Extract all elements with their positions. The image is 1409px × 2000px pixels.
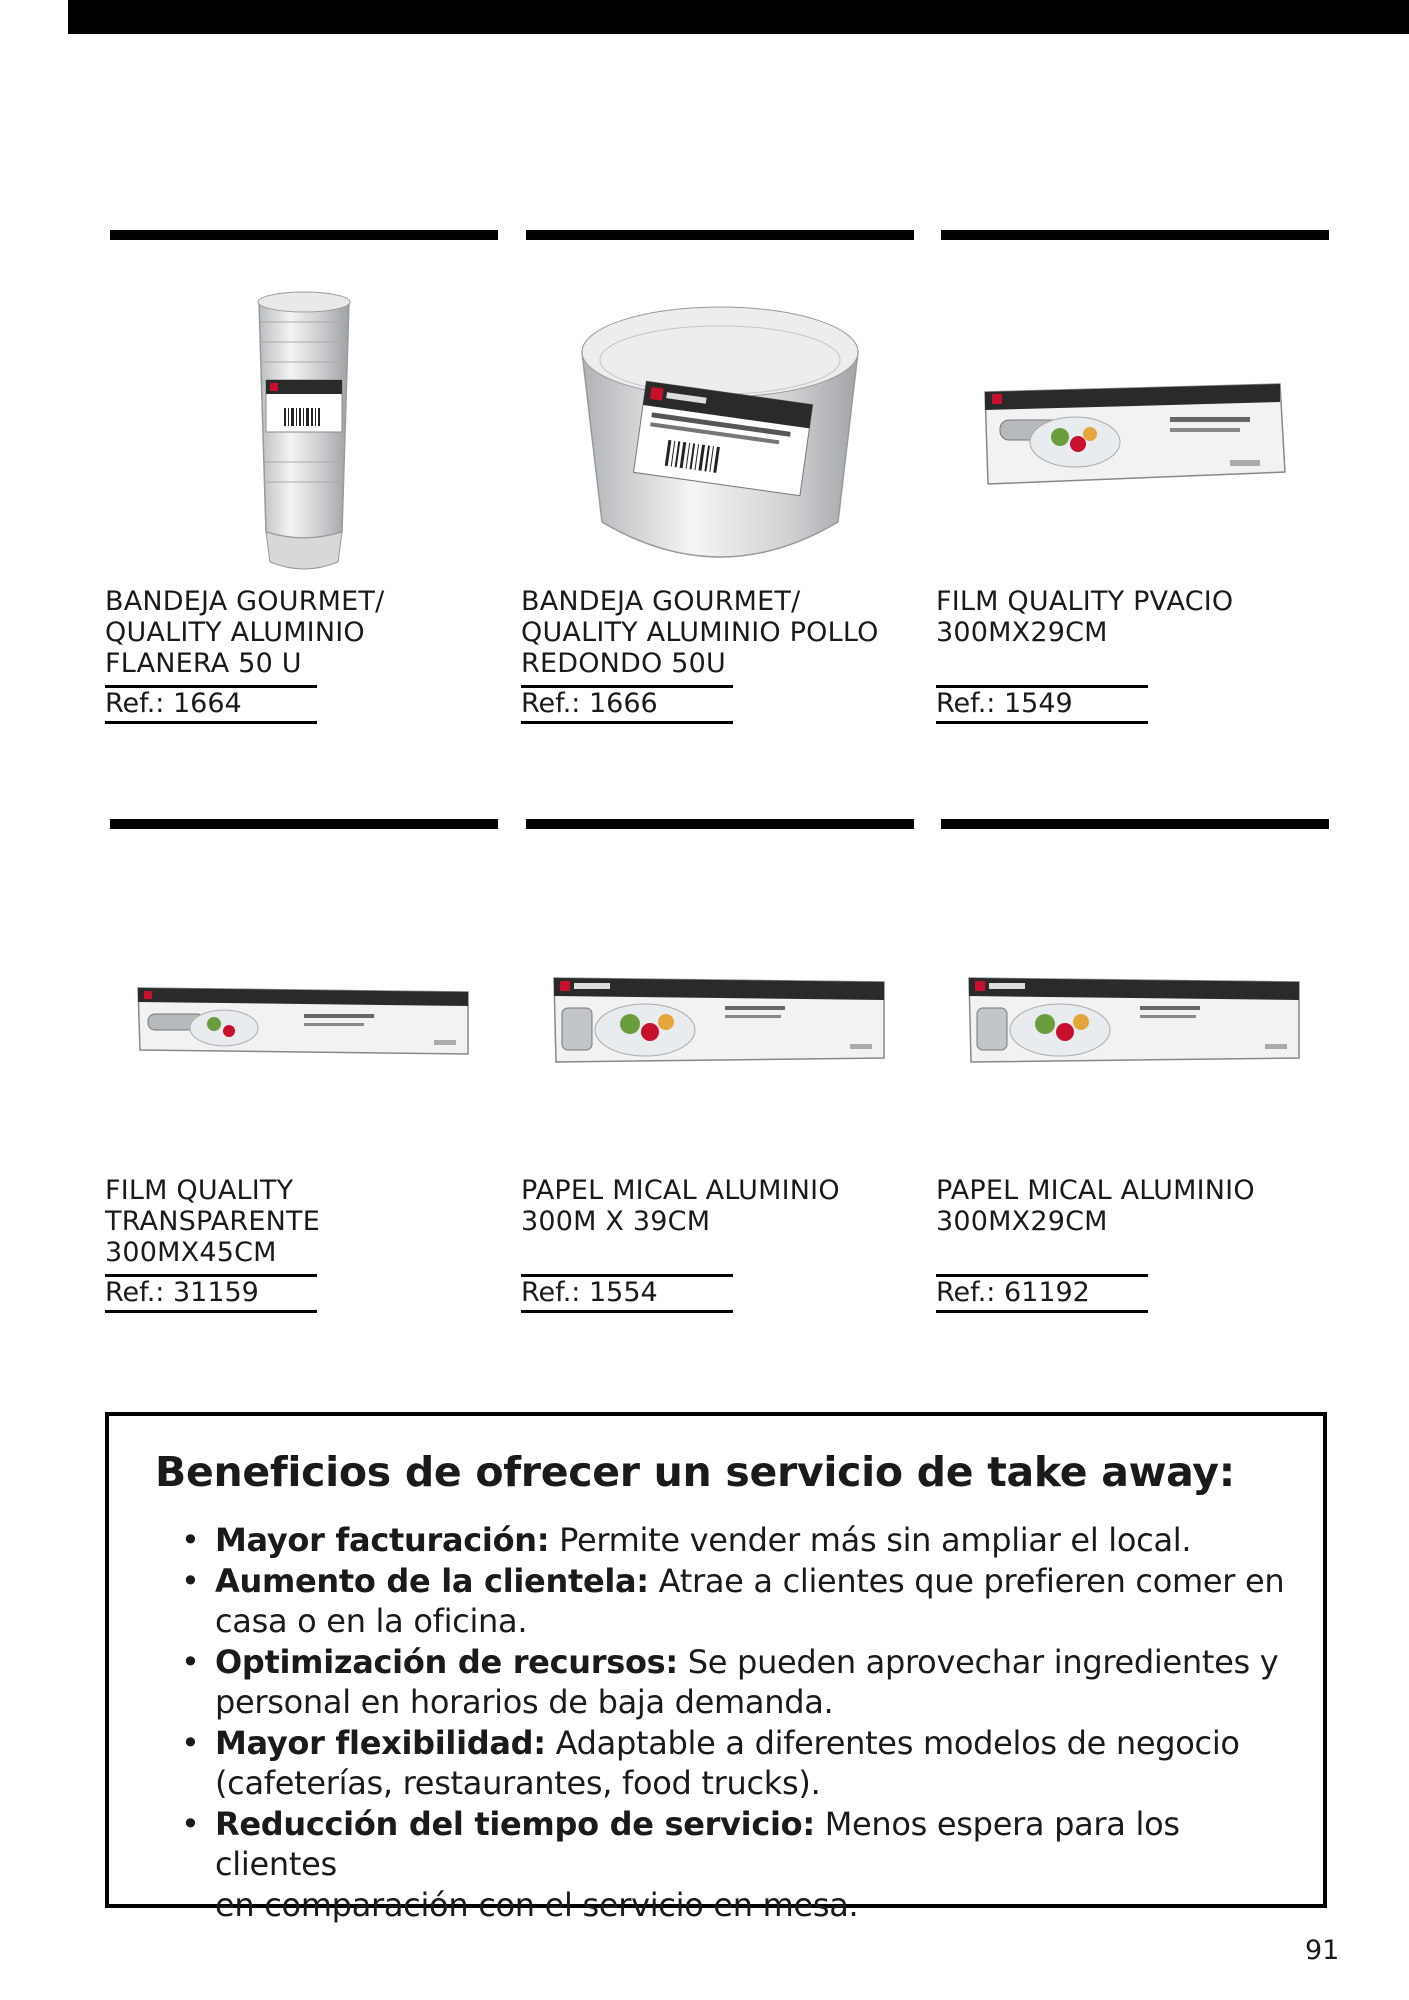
bullet-icon: • [181,1561,200,1600]
benefit-item [181,1520,1305,1561]
product-name [936,1175,1324,1237]
bullet-icon: • [181,1804,200,1843]
benefit-text: (cafeterías, restaurantes, food trucks). [215,1764,821,1802]
product-name-line: BANDEJA GOURMET/ [105,586,385,617]
product-image [110,252,498,612]
benefit-heading: Reducción del tiempo de servicio: [215,1804,815,1843]
product-ref: Ref.: 61192 [936,1277,1090,1308]
top-bar [68,0,1409,34]
round-aluminium-trays-icon [570,282,870,582]
bullet-icon: • [181,1723,200,1762]
page-number: 91 [1305,1935,1340,1966]
product-image [526,252,914,612]
product-name-line: 300MX29CM [936,1206,1108,1237]
product-name [105,586,493,679]
benefit-heading: Mayor flexibilidad: [215,1723,546,1762]
product-name-line: FILM QUALITY PVACIO [936,586,1234,617]
benefits-box [105,1412,1327,1924]
product-ref-box [936,1274,1148,1313]
benefits-list [181,1520,1305,1925]
product-name-line: 300MX29CM [936,617,1108,648]
product-ref-box [521,1274,733,1313]
benefit-heading: Optimización de recursos: [215,1642,678,1681]
product-name-line: FLANERA 50 U [105,648,302,679]
product-name [936,586,1324,648]
product-name-line: TRANSPARENTE [105,1206,320,1237]
product-ref-box [521,685,733,724]
product-name-line: BANDEJA GOURMET/ [521,586,801,617]
benefit-text: casa o en la oficina. [215,1602,528,1640]
product-name-line: 300MX45CM [105,1237,277,1268]
benefit-text: Adaptable a diferentes modelos de negocio [545,1723,1240,1762]
product-ref: Ref.: 1666 [521,688,658,719]
benefit-heading: Aumento de la clientela: [215,1561,649,1600]
product-top-rule [526,819,914,829]
product-top-rule [941,819,1329,829]
product-image [941,841,1329,1201]
product-ref: Ref.: 31159 [105,1277,259,1308]
product-name-line: PAPEL MICAL ALUMINIO [521,1175,840,1206]
product-ref: Ref.: 1549 [936,688,1073,719]
bullet-icon: • [181,1521,200,1559]
foil-box-icon [550,966,890,1076]
stacked-aluminium-cups-icon [204,282,404,582]
product-top-rule [526,230,914,240]
film-box-long-icon [134,976,474,1066]
benefit-text: Permite vender más sin ampliar el local. [549,1521,1192,1559]
benefit-item [181,1804,1305,1926]
film-box-icon [980,372,1290,492]
product-top-rule [110,819,498,829]
product-image [941,252,1329,612]
product-name-line: PAPEL MICAL ALUMINIO [936,1175,1255,1206]
product-name [105,1175,493,1268]
benefit-text: en comparación con el servicio en mesa. [215,1885,859,1924]
product-ref: Ref.: 1664 [105,688,242,719]
benefit-text: personal en horarios de baja demanda. [215,1683,834,1721]
product-image [526,841,914,1201]
product-name [521,586,909,679]
benefit-heading: Mayor facturación: [215,1521,550,1559]
product-name-line: QUALITY ALUMINIO POLLO [521,617,879,648]
benefit-item [181,1561,1305,1642]
product-name-line: REDONDO 50U [521,648,727,679]
product-ref-box [105,1274,317,1313]
product-top-rule [110,230,498,240]
product-ref-box [936,685,1148,724]
benefit-text: Se pueden aprovechar ingredientes y [677,1642,1279,1681]
benefit-text: Atrae a clientes que prefieren comer en [648,1561,1285,1600]
product-name [521,1175,909,1237]
bullet-icon: • [181,1642,200,1681]
product-ref: Ref.: 1554 [521,1277,658,1308]
benefit-text: Menos espera para los clientes [215,1804,1180,1883]
product-top-rule [941,230,1329,240]
foil-box-icon [965,966,1305,1076]
benefit-item [181,1723,1305,1804]
product-image [110,841,498,1201]
product-name-line: QUALITY ALUMINIO [105,617,365,648]
product-ref-box [105,685,317,724]
product-name-line: 300M X 39CM [521,1206,711,1237]
product-name-line: FILM QUALITY [105,1175,294,1206]
benefits-title: Beneficios de ofrecer un servicio de take away: [155,1448,1235,1496]
benefit-item [181,1642,1305,1723]
